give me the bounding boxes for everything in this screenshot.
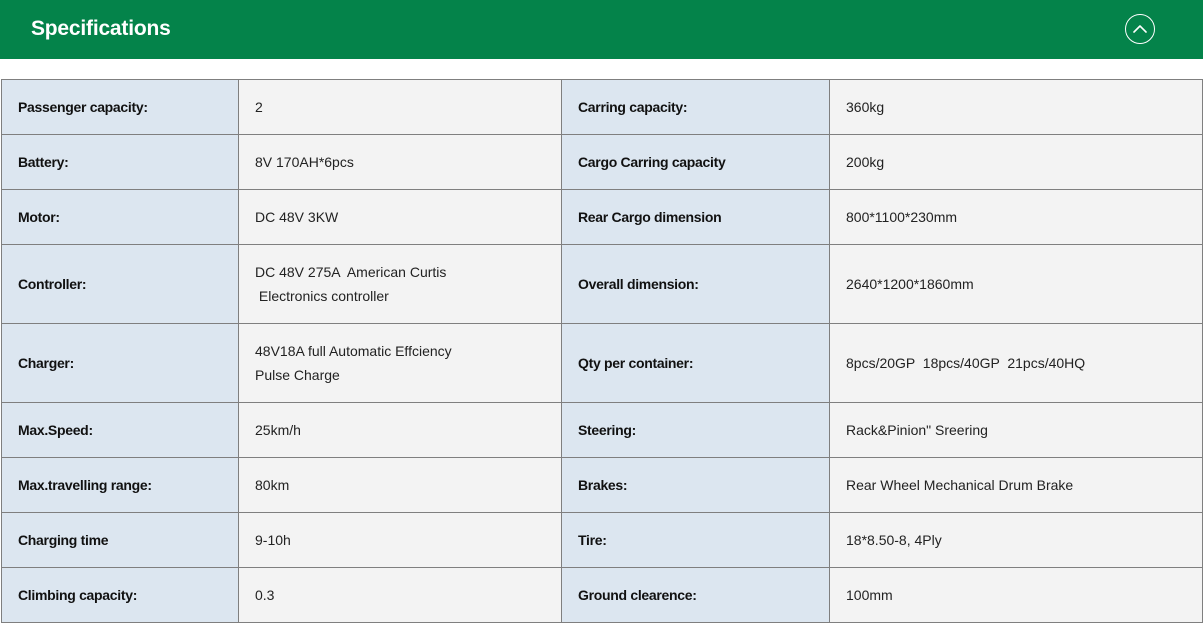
spec-value: 800*1100*230mm (830, 190, 1203, 245)
spec-value: DC 48V 3KW (239, 190, 562, 245)
spec-value: 360kg (830, 80, 1203, 135)
spec-value: DC 48V 275A American Curtis Electronics controller (239, 245, 562, 324)
collapse-button[interactable] (1125, 14, 1155, 44)
table-row (2, 80, 1203, 135)
spec-label: Climbing capacity: (2, 568, 239, 623)
chevron-up-icon (1132, 22, 1148, 36)
table-row (2, 190, 1203, 245)
spec-value: 100mm (830, 568, 1203, 623)
header-title: Specifications (31, 17, 171, 40)
spec-value: Rack&Pinion" Sreering (830, 403, 1203, 458)
specifications-table (1, 79, 1203, 623)
spec-label: Battery: (2, 135, 239, 190)
spec-label: Carring capacity: (562, 80, 830, 135)
spec-label: Brakes: (562, 458, 830, 513)
spec-value: 0.3 (239, 568, 562, 623)
spec-value: 8V 170AH*6pcs (239, 135, 562, 190)
spec-label: Passenger capacity: (2, 80, 239, 135)
table-row (2, 245, 1203, 324)
spec-label: Steering: (562, 403, 830, 458)
spec-value: 9-10h (239, 513, 562, 568)
spec-value: 2 (239, 80, 562, 135)
spec-label: Motor: (2, 190, 239, 245)
spec-label: Charging time (2, 513, 239, 568)
specifications-header[interactable] (0, 0, 1203, 59)
spec-value: 80km (239, 458, 562, 513)
spec-value: 25km/h (239, 403, 562, 458)
spec-label: Overall dimension: (562, 245, 830, 324)
spec-label: Qty per container: (562, 324, 830, 403)
spec-label: Tire: (562, 513, 830, 568)
spec-label: Controller: (2, 245, 239, 324)
spec-value: 48V18A full Automatic Effciency Pulse Charge (239, 324, 562, 403)
table-row (2, 513, 1203, 568)
table-row (2, 458, 1203, 513)
table-row (2, 403, 1203, 458)
spec-label: Ground clearence: (562, 568, 830, 623)
table-row (2, 568, 1203, 623)
table-row (2, 135, 1203, 190)
spec-label: Charger: (2, 324, 239, 403)
spec-value: Rear Wheel Mechanical Drum Brake (830, 458, 1203, 513)
spec-value: 2640*1200*1860mm (830, 245, 1203, 324)
spec-value: 8pcs/20GP 18pcs/40GP 21pcs/40HQ (830, 324, 1203, 403)
spec-label: Rear Cargo dimension (562, 190, 830, 245)
spec-label: Max.Speed: (2, 403, 239, 458)
spec-label: Cargo Carring capacity (562, 135, 830, 190)
spec-value: 200kg (830, 135, 1203, 190)
spec-label: Max.travelling range: (2, 458, 239, 513)
spec-value: 18*8.50-8, 4Ply (830, 513, 1203, 568)
table-row (2, 324, 1203, 403)
